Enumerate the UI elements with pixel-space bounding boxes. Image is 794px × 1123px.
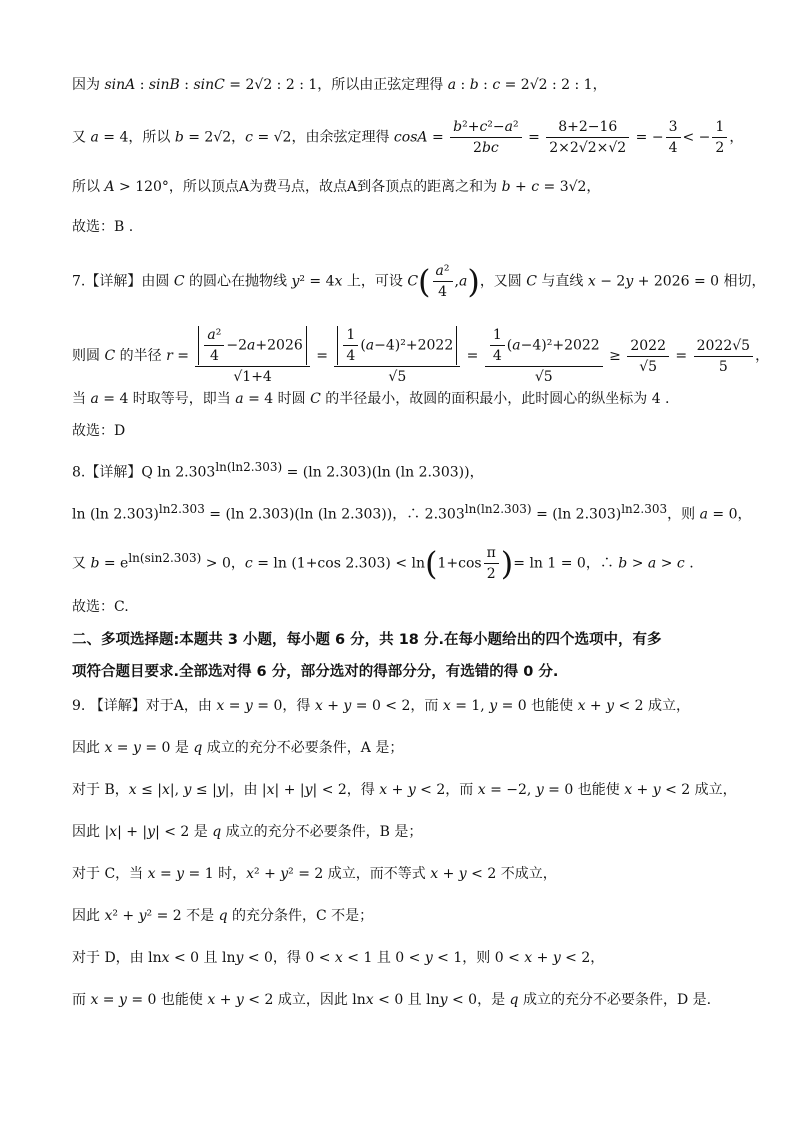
line-1: 因为 sinA : sinB : sinC = 2√2 : 2 : 1，所以由正弦定理得 a : b : c = 2√2 : 2 : 1， bbox=[72, 77, 607, 93]
section-heading-1: 二、多项选择题:本题共 3 小题，每小题 6 分，共 18 分.在每小题给出的四个选项中，有多 bbox=[72, 632, 662, 648]
line-9: 8.【详解】Q $\ln 2.303^{ln(ln2.303)} = (\ln$ 2.303)(ln (ln 2.303))， bbox=[72, 460, 484, 481]
line-13: 9. 【详解】对于A，由 x = y = 0，得 x + y = 0 < 2，而 x = 1, y = 0 也能使 x + y < 2 成立， bbox=[72, 698, 691, 714]
line-4: 故选：B . bbox=[72, 219, 134, 235]
line-10: ln (ln 2.303)$^{ln2.303}$ = (ln 2.303)(ln (ln 2.303))，∴ $2.303^{ln(ln2.303)} = (\ln$ 2.303)$^{ln2.303}$，则 a = 0， bbox=[72, 502, 752, 523]
line-12: 故选：C. bbox=[72, 599, 129, 615]
line-17: 对于 C，当 x = y = 1 时，x² + y² = 2 成立，而不等式 x + y < 2 不成立， bbox=[72, 866, 557, 882]
line-15: 对于 B，x ≤ |x|, y ≤ |y|，由 |x| + |y| < 2，得 x + y < 2，而 x = −2, y = 0 也能使 x + y < 2 成立， bbox=[72, 782, 737, 798]
line-16: 因此 |x| + |y| < 2 是 q 成立的充分不必要条件，B 是； bbox=[72, 824, 423, 840]
line-6: 则圆 C 的半径 r = $\frac{\text{a²}}{4}$ −2a+2026 √1+4 = $\frac{1}{4}$ (a−4)²+2022 √5 = $\frac{1}{4}$ (a−4)²+2022 √5 ≥ $\frac{2022}{√5}$ = $\frac{2022√5}{5}$ ， bbox=[72, 327, 770, 385]
line-20: 而 x = y = 0 也能使 x + y < 2 成立，因此 lnx < 0 且 lny < 0，是 q 成立的充分不必要条件，D 是. bbox=[72, 992, 712, 1008]
line-5: 7.【详解】由圆 C 的圆心在抛物线 y² = 4x 上，可设 C( $\frac{\text{a²}}{4}$ ,a)，又圆 C 与直线 x − 2y + 2026 = 0 相切， bbox=[72, 262, 766, 301]
section-heading-2: 项符合题目要求.全部选对得 6 分，部分选对的得部分分，有选错的得 0 分. bbox=[72, 664, 559, 680]
line-11: 又 $b = e^{ln(sin2.303)} > 0$，c = ln (1+cos 2.303) < ln(1+cos $\frac{\pi}{2}$ )= ln 1 = 0，∴ b > a > c . bbox=[72, 544, 694, 583]
line-3: 所以 A > 120°，所以顶点A为费马点，故点A到各顶点的距离之和为 b + c = 3√2， bbox=[72, 179, 601, 195]
line-14: 因此 x = y = 0 是 q 成立的充分不必要条件，A 是； bbox=[72, 740, 404, 756]
line-7: 当 a = 4 时取等号，即当 a = 4 时圆 C 的半径最小，故圆的面积最小，此时圆心的纵坐标为 4 . bbox=[72, 391, 670, 407]
line-18: 因此 x² + y² = 2 不是 q 的充分条件，C 不是； bbox=[72, 908, 374, 924]
line-2: 又 a = 4，所以 b = 2√2，c = √2，由余弦定理得 cosA = $\frac{\text{b²+c²−a²}}{2bc}$ = $\frac{8+2-16}{2\times 2√2\times√2}$ = − $\frac{3}{4}$ < − $\frac{1}{2}$ ， bbox=[72, 119, 744, 156]
line-8: 故选：D bbox=[72, 423, 126, 439]
line-19: 对于 D，由 lnx < 0 且 lny < 0，得 0 < x < 1 且 0 < y < 1，则 0 < x + y < 2， bbox=[72, 950, 605, 966]
